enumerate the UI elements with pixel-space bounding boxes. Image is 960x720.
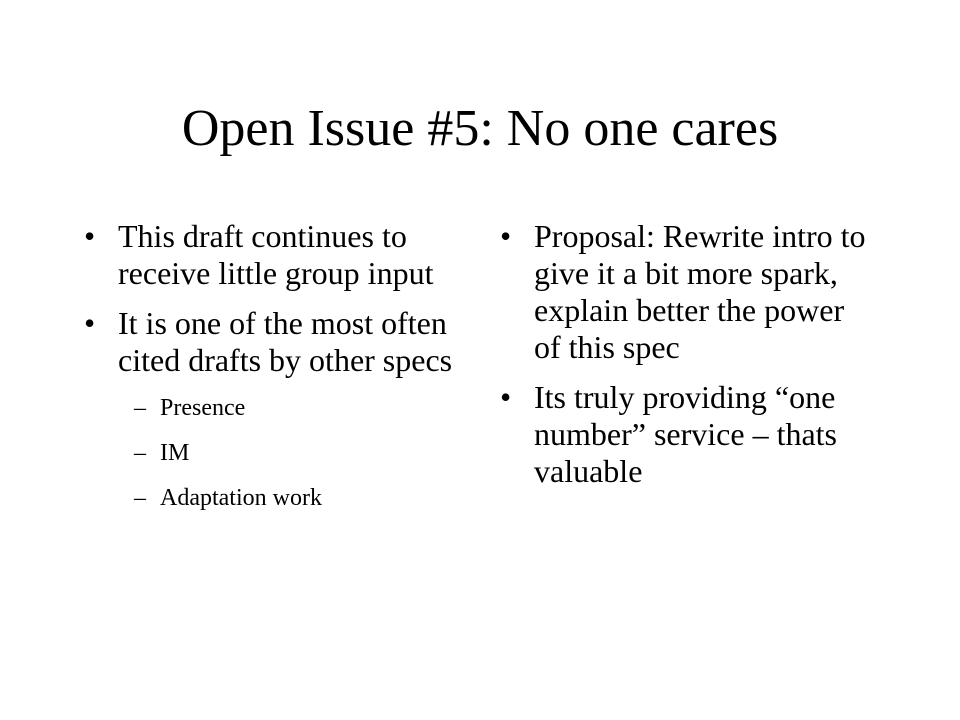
bullet-text: This draft continues to receive little group input bbox=[118, 218, 434, 291]
bullet-item bbox=[500, 218, 872, 366]
left-column bbox=[84, 218, 464, 512]
sub-bullet-item bbox=[84, 439, 464, 467]
bullet-text: It is one of the most often cited drafts by other specs bbox=[118, 305, 453, 378]
dash-marker: – bbox=[134, 440, 146, 466]
dash-marker: – bbox=[134, 485, 146, 511]
bullet-marker: • bbox=[500, 379, 512, 415]
sub-bullet-text: Presence bbox=[160, 395, 246, 421]
sub-bullet-item bbox=[84, 484, 464, 512]
slide-title: Open Issue #5: No one cares bbox=[181, 100, 779, 157]
sub-bullet-item bbox=[84, 394, 464, 422]
sub-bullet-text: IM bbox=[160, 440, 190, 466]
bullet-item bbox=[84, 305, 464, 379]
right-column bbox=[500, 218, 872, 503]
bullet-item bbox=[500, 379, 872, 490]
bullet-marker: • bbox=[500, 218, 512, 254]
bullet-item bbox=[84, 218, 464, 292]
dash-marker: – bbox=[134, 395, 146, 421]
bullet-text: Proposal: Rewrite intro to give it a bit more spark, explain better the power of this spec bbox=[534, 218, 866, 365]
sub-bullet-text: Adaptation work bbox=[160, 485, 322, 511]
sub-bullet-list bbox=[84, 394, 464, 512]
bullet-marker: • bbox=[84, 305, 96, 341]
bullet-text: Its truly providing “one number” service – thats valuable bbox=[534, 379, 837, 489]
bullet-marker: • bbox=[84, 218, 96, 254]
